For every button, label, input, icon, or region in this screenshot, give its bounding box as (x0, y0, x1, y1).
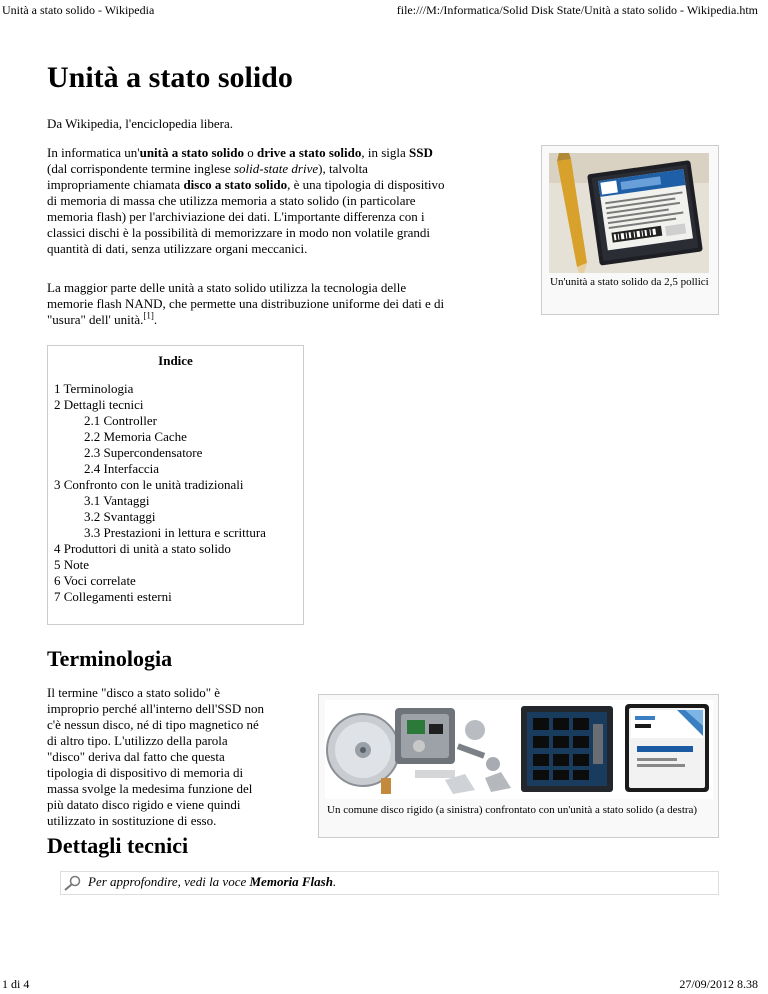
magnifier-icon (61, 874, 83, 892)
figure-hdd-vs-ssd-caption: Un comune disco rigido (a sinistra) confrontato con un'unità a stato solido (a destra) (327, 804, 698, 816)
toc-item[interactable]: 2.3 Supercondensatore (84, 445, 203, 460)
para2-line: La maggior parte delle unità a stato solido utilizza la tecnologia delle (47, 280, 407, 295)
terminologia-line: utilizzato in sostituzione di esso. (47, 813, 217, 828)
figure-hdd-vs-ssd (318, 694, 719, 838)
toc-item[interactable]: 6 Voci correlate (54, 573, 136, 588)
terminologia-line: di altro tipo. L'utilizzo della parola (47, 733, 228, 748)
see-also-link[interactable]: Memoria Flash (249, 874, 333, 889)
print-footer-datetime: 27/09/2012 8.38 (679, 977, 758, 991)
intro-line: (dal corrispondente termine inglese solid-state drive), talvolta (47, 161, 368, 176)
intro-line: memoria flash) per l'archiviazione dei dati. L'importante differenza con i (47, 209, 425, 224)
see-also-note: Per approfondire, vedi la voce Memoria Flash. (60, 871, 719, 895)
intro-line: di memoria di massa che utilizza memoria a stato solido (in particolare (47, 193, 416, 208)
see-also-prefix: Per approfondire, vedi la voce (88, 874, 247, 889)
second-paragraph (47, 280, 444, 328)
toc-item[interactable]: 2 Dettagli tecnici (54, 397, 144, 412)
toc-item[interactable]: 5 Note (54, 557, 90, 572)
intro-line: quantità di dati, senza utilizzare organi meccanici. (47, 241, 308, 256)
tagline: Da Wikipedia, l'enciclopedia libera. (47, 116, 234, 131)
ssd-photo[interactable] (549, 153, 709, 273)
para2-line: memorie flash NAND, che permette una distribuzione uniforme dei dati e di (47, 296, 445, 311)
toc-item[interactable]: 7 Collegamenti esterni (54, 589, 172, 604)
para2-line: "usura" dell' unità.[1]. (47, 310, 158, 327)
intro-paragraph (47, 145, 445, 257)
print-footer-page: 1 di 4 (2, 977, 30, 991)
terminologia-paragraph (47, 685, 264, 829)
toc-item[interactable]: 3 Confronto con le unità tradizionali (54, 477, 244, 492)
toc-item[interactable]: 3.1 Vantaggi (84, 493, 150, 508)
terminologia-line: tipologia di dispositivo di memoria di (47, 765, 244, 780)
section-heading-terminologia: Terminologia (47, 646, 173, 671)
intro-line: In informatica un'unità a stato solido o drive a stato solido, in sigla SSD (47, 145, 433, 160)
print-header-title: Unità a stato solido - Wikipedia (2, 3, 155, 17)
toc-item[interactable]: 2.4 Interfaccia (84, 461, 160, 476)
toc-item[interactable]: 1 Terminologia (54, 381, 134, 396)
table-of-contents (47, 345, 304, 625)
intro-line: impropriamente chiamata disco a stato solido, è una tipologia di dispositivo (47, 177, 445, 192)
toc-item[interactable]: 2.1 Controller (84, 413, 157, 428)
terminologia-line: improprio perché all'interno dell'SSD non (47, 701, 264, 716)
terminologia-line: più datato disco rigido e viene quindi (47, 797, 241, 812)
print-header-path: file:///M:/Informatica/Solid Disk State/Unità a stato solido - Wikipedia.htm (396, 3, 758, 17)
toc-title: Indice (158, 353, 193, 368)
terminologia-line: c'è nessun disco, né di tipo magnetico né (47, 717, 259, 732)
toc-item[interactable]: 4 Produttori di unità a stato solido (54, 541, 231, 556)
figure-ssd (541, 145, 719, 315)
page-title: Unità a stato solido (47, 61, 293, 94)
toc-item[interactable]: 2.2 Memoria Cache (84, 429, 187, 444)
terminologia-line: Il termine "disco a stato solido" è (47, 685, 221, 700)
toc-item[interactable]: 3.2 Svantaggi (84, 509, 156, 524)
terminologia-line: "disco" deriva dal fatto che questa (47, 749, 225, 764)
figure-ssd-caption: Un'unità a stato solido da 2,5 pollici (550, 276, 709, 288)
terminologia-line: massa svolge la medesima funzione del (47, 781, 253, 796)
section-heading-dettagli-tecnici: Dettagli tecnici (47, 833, 189, 858)
toc-list (54, 381, 266, 605)
intro-line: classici dischi è la possibilità di memorizzare in modo non volatile grandi (47, 225, 431, 240)
hdd-vs-ssd-photo[interactable] (325, 700, 713, 799)
toc-item[interactable]: 3.3 Prestazioni in lettura e scrittura (84, 525, 266, 540)
